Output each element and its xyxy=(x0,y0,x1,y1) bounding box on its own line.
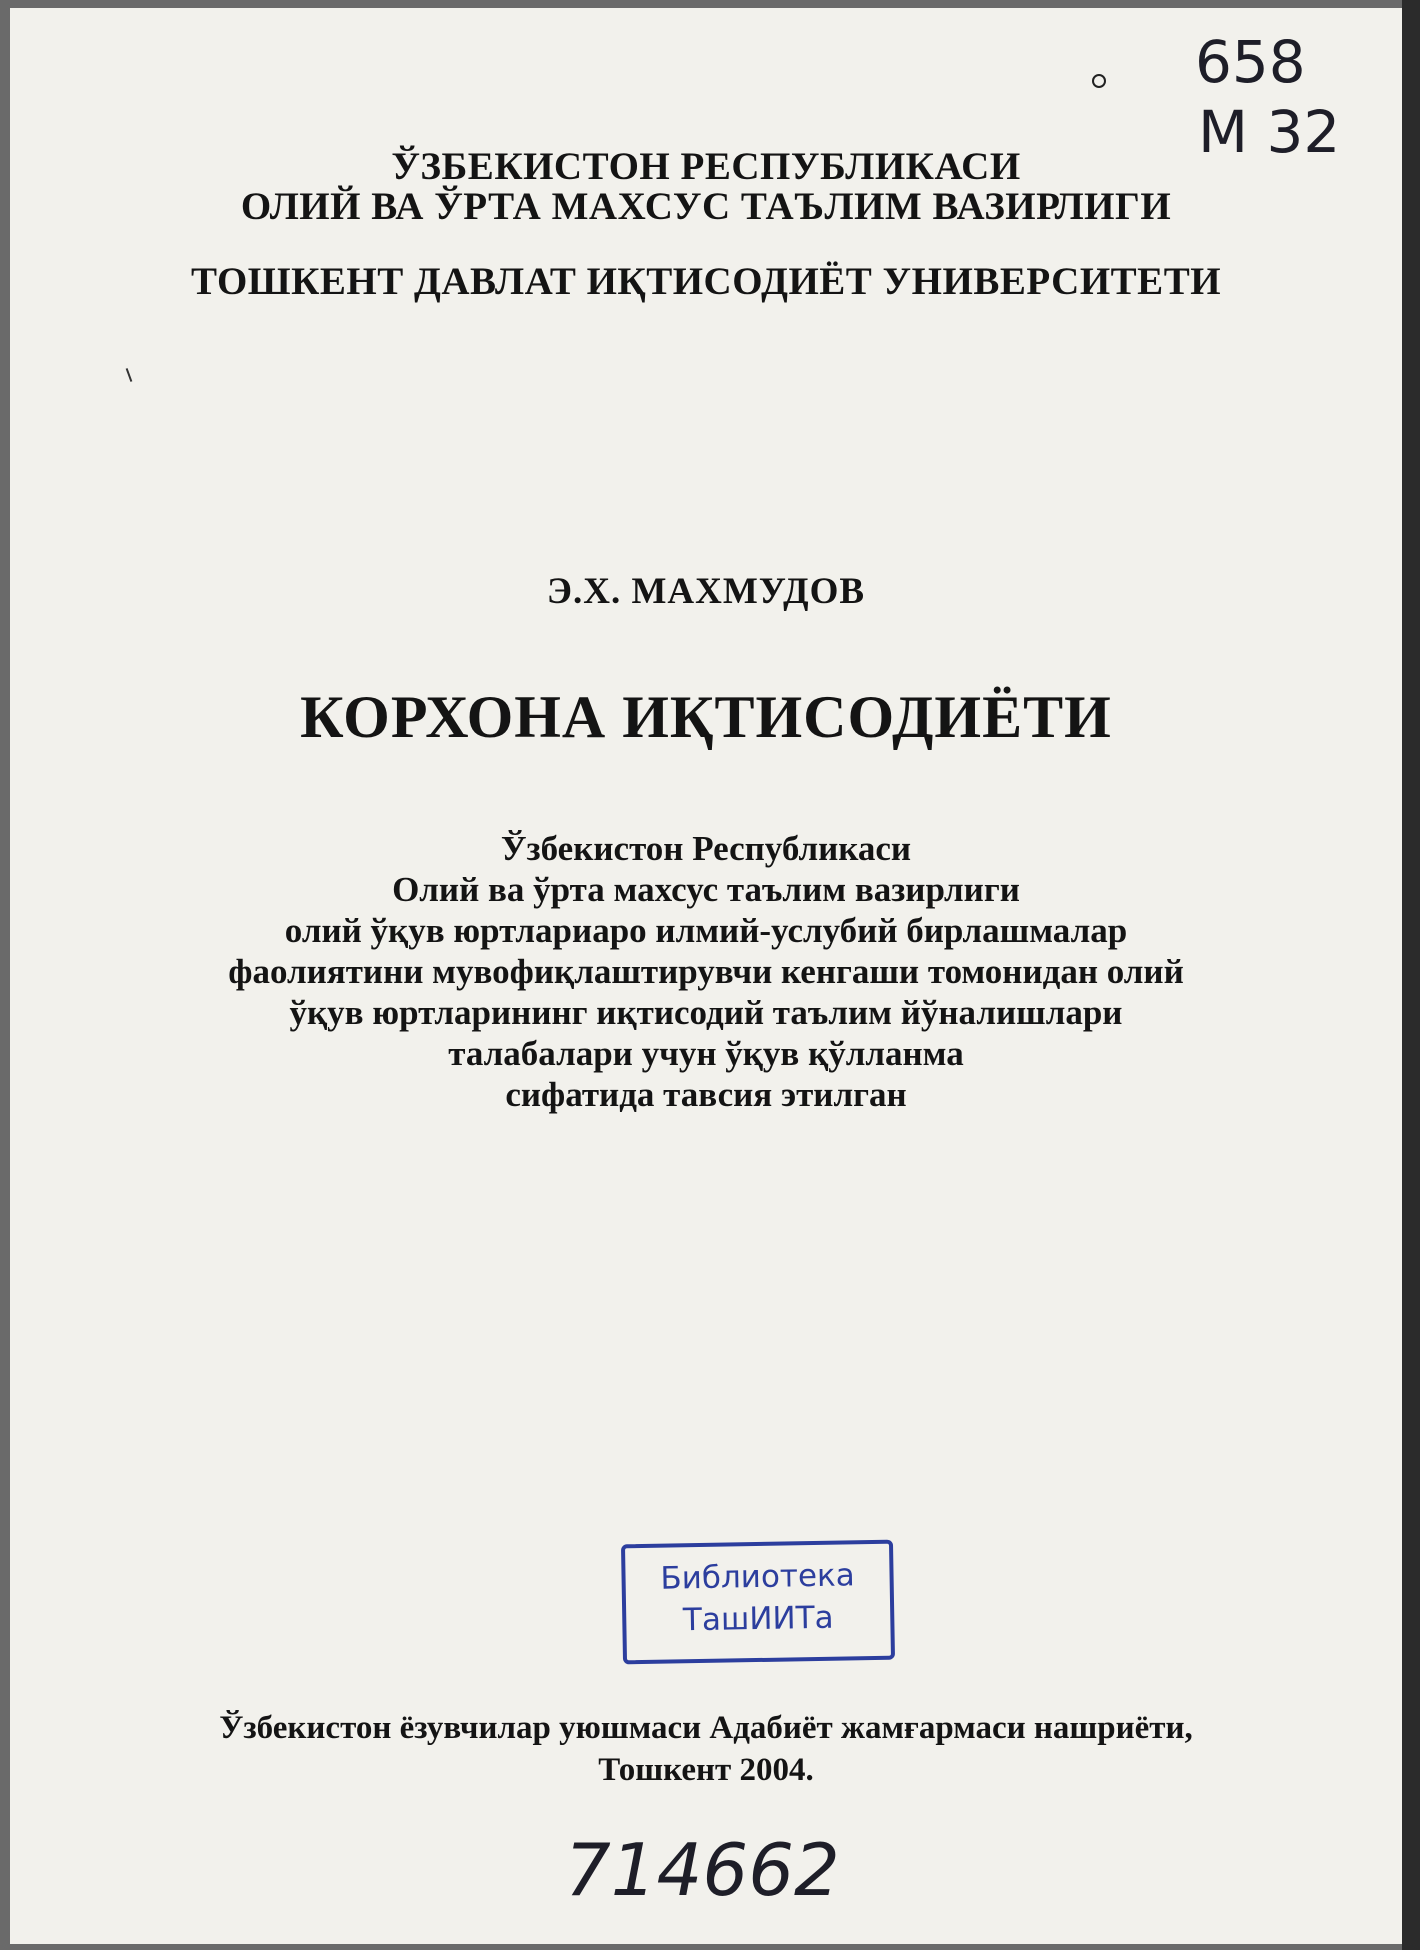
recommendation-line-4: фаолиятини мувофиқлаштирувчи кенгаши томонидан олий xyxy=(228,952,1184,991)
book-title: КОРХОНА ИҚТИСОДИЁТИ xyxy=(300,684,1112,750)
header-line-ministry-country: ЎЗБЕКИСТОН РЕСПУБЛИКАСИ xyxy=(391,145,1021,188)
handwritten-shelf-bottom: М 32 xyxy=(1198,98,1341,166)
header-line-ministry-name: ОЛИЙ ВА ЎРТА МАХСУС ТАЪЛИМ ВАЗИРЛИГИ xyxy=(240,185,1172,228)
publisher-line: Ўзбекистон ёзувчилар уюшмаси Адабиёт жамғармаси нашриёти, xyxy=(219,1710,1193,1746)
recommendation-line-5: ўқув юртларининг иқтисодий таълим йўналишлари xyxy=(289,993,1123,1032)
publisher-city-year: Тошкент 2004. xyxy=(598,1752,814,1788)
library-stamp xyxy=(621,1540,895,1665)
stray-mark xyxy=(126,368,133,382)
author-name: Э.Х. МАХМУДОВ xyxy=(546,571,866,612)
title-page xyxy=(10,8,1402,1944)
recommendation-line-6: талабалари учун ўқув қўлланма xyxy=(448,1034,964,1073)
scan-edge-shadow xyxy=(1402,0,1420,1950)
stamp-line-library: Библиотека xyxy=(660,1557,856,1597)
stamp-line-institution: ТашИИТа xyxy=(682,1599,834,1639)
recommendation-line-3: олий ўқув юртлариаро илмий-услубий бирлашмалар xyxy=(284,911,1128,950)
recommendation-line-7: сифатида тавсия этилган xyxy=(505,1075,907,1114)
pencil-dot-mark xyxy=(1092,74,1106,88)
handwritten-inventory-number: 714662 xyxy=(565,1828,840,1912)
recommendation-line-1: Ўзбекистон Республикаси xyxy=(500,829,912,868)
handwritten-shelf-top: 658 xyxy=(1195,28,1306,96)
recommendation-line-2: Олий ва ўрта махсус таълим вазирлиги xyxy=(392,870,1020,909)
header-line-university: ТОШКЕНТ ДАВЛАТ ИҚТИСОДИЁТ УНИВЕРСИТЕТИ xyxy=(190,260,1222,303)
